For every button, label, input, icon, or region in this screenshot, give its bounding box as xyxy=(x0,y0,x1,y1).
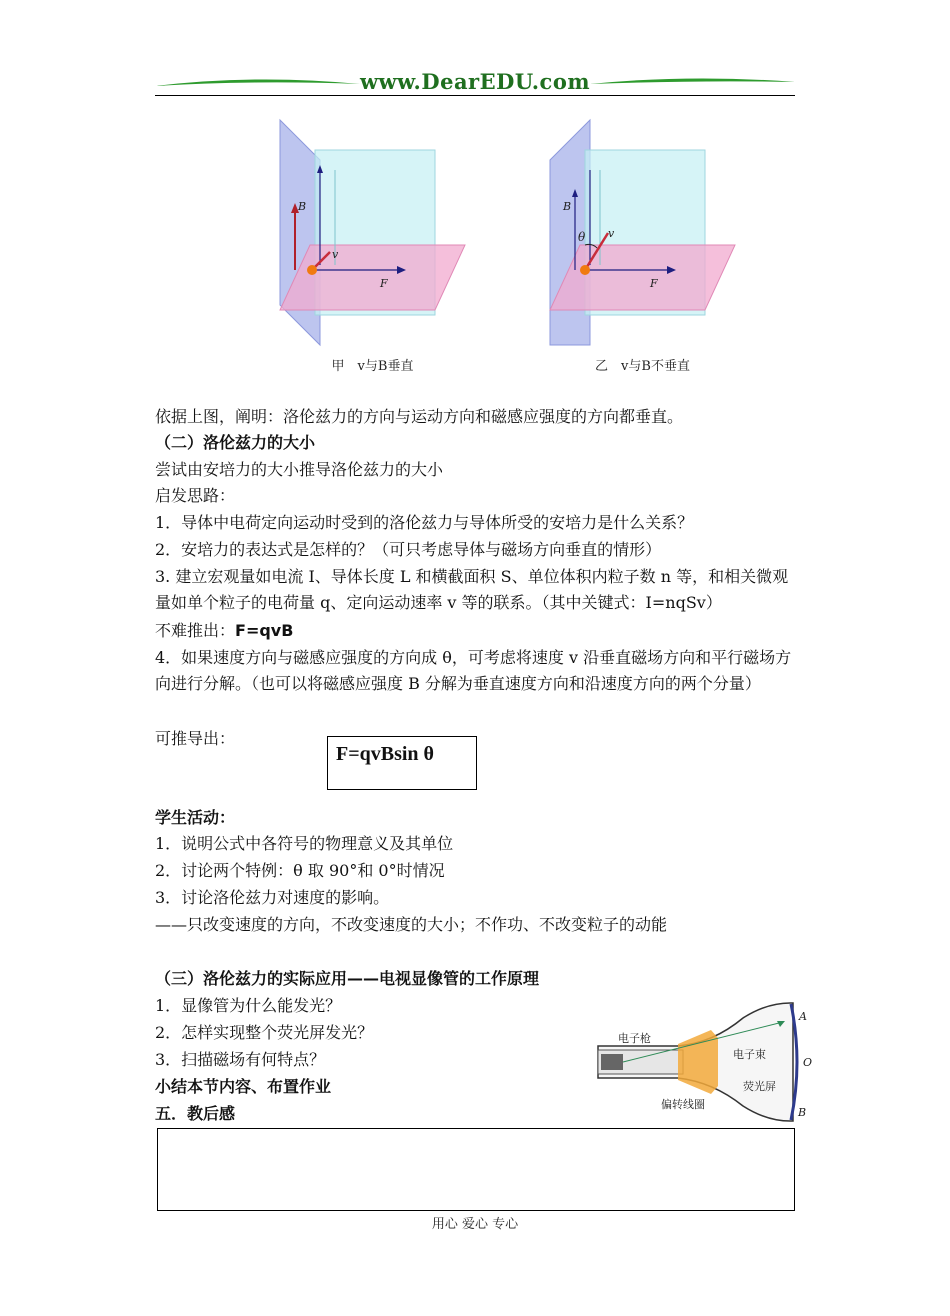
formula-qvb: F=qvB xyxy=(235,621,294,640)
label-v: v xyxy=(608,227,615,240)
conclusion-prefix: 不难推出： xyxy=(155,621,236,640)
lorentz-force-diagram-perpendicular xyxy=(270,115,475,350)
figure-not-perpendicular xyxy=(540,115,745,380)
label-screen: 荧光屏 xyxy=(743,1080,776,1093)
activity-3: 3．讨论洛伦兹力对速度的影响。 xyxy=(155,888,390,907)
green-swoosh-right-icon xyxy=(590,78,795,88)
formula-box xyxy=(327,736,477,790)
label-v: v xyxy=(332,248,339,261)
section-2-title: （二）洛伦兹力的大小 xyxy=(155,433,316,452)
crt-question-1: 1．显像管为什么能发光？ xyxy=(155,996,342,1015)
section-5-title: 五．教后感 xyxy=(155,1104,236,1123)
label-F: F xyxy=(380,277,388,290)
figure-caption-left: 甲 v与B垂直 xyxy=(331,359,414,374)
site-header xyxy=(155,66,795,98)
question-3: 3. 建立宏观量如电流 I、导体长度 L 和横截面积 S、单位体积内粒子数 n 等，和相关微观量如单个粒子的电荷量 q、定向运动速率 v 等的联系。（其中关键式：I=nqSv） xyxy=(155,567,789,612)
crt-question-2: 2．怎样实现整个荧光屏发光？ xyxy=(155,1023,374,1042)
label-electron-gun: 电子枪 xyxy=(618,1032,651,1045)
label-theta: θ xyxy=(578,230,586,244)
question-1: 1．导体中电荷定向运动时受到的洛伦兹力与导体所受的安培力是什么关系？ xyxy=(155,513,694,532)
activity-note: ——只改变速度的方向，不改变速度的大小；不作功、不改变粒子的动能 xyxy=(155,915,668,934)
hint-label: 启发思路： xyxy=(155,486,236,505)
crt-question-3: 3．扫描磁场有何特点？ xyxy=(155,1050,326,1069)
footer-motto: 用心 爱心 专心 xyxy=(431,1217,519,1232)
label-B: B xyxy=(798,1106,807,1119)
formula-qvbsin: F=qvBsin θ xyxy=(336,743,434,765)
conclusion-line xyxy=(155,618,293,644)
activity-1: 1．说明公式中各符号的物理意义及其单位 xyxy=(155,834,454,853)
picture-tube-diagram xyxy=(593,998,818,1126)
label-B: B xyxy=(563,200,572,213)
label-A: A xyxy=(799,1010,807,1023)
question-4: 4．如果速度方向与磁感应强度的方向成 θ，可考虑将速度 v 沿垂直磁场方向和平行磁场方向进行分解。（也可以将磁感应强度 B 分解为垂直速度方向和沿速度方向的两个分量） xyxy=(155,648,792,693)
label-F: F xyxy=(650,277,658,290)
activity-title: 学生活动： xyxy=(155,808,236,827)
crt-diagram xyxy=(593,998,818,1126)
header-rule xyxy=(155,95,795,96)
question-2: 2．安培力的表达式是怎样的？（可只考虑导体与磁场方向垂直的情形） xyxy=(155,540,662,559)
figure-caption-right: 乙 v与B不垂直 xyxy=(595,359,690,374)
summary-line: 小结本节内容、布置作业 xyxy=(155,1077,332,1096)
derive-attempt-line: 尝试由安培力的大小推导洛伦兹力的大小 xyxy=(155,460,444,479)
derive-label: 可推导出： xyxy=(155,729,236,748)
explanation-line: 依据上图，阐明：洛伦兹力的方向与运动方向和磁感应强度的方向都垂直。 xyxy=(155,407,684,426)
label-deflection-coil: 偏转线圈 xyxy=(661,1098,705,1111)
section-3-title: （三）洛伦兹力的实际应用——电视显像管的工作原理 xyxy=(155,969,540,988)
label-O: O xyxy=(803,1056,813,1069)
site-url[interactable]: www.DearEDU.com xyxy=(359,69,591,94)
label-electron-beam: 电子束 xyxy=(733,1048,766,1061)
label-B: B xyxy=(298,200,307,213)
activity-2: 2．讨论两个特例：θ 取 90°和 0°时情况 xyxy=(155,861,445,880)
reflection-notes-box[interactable] xyxy=(157,1128,795,1211)
lorentz-force-diagram-angled xyxy=(540,115,745,350)
figure-perpendicular xyxy=(270,115,475,380)
